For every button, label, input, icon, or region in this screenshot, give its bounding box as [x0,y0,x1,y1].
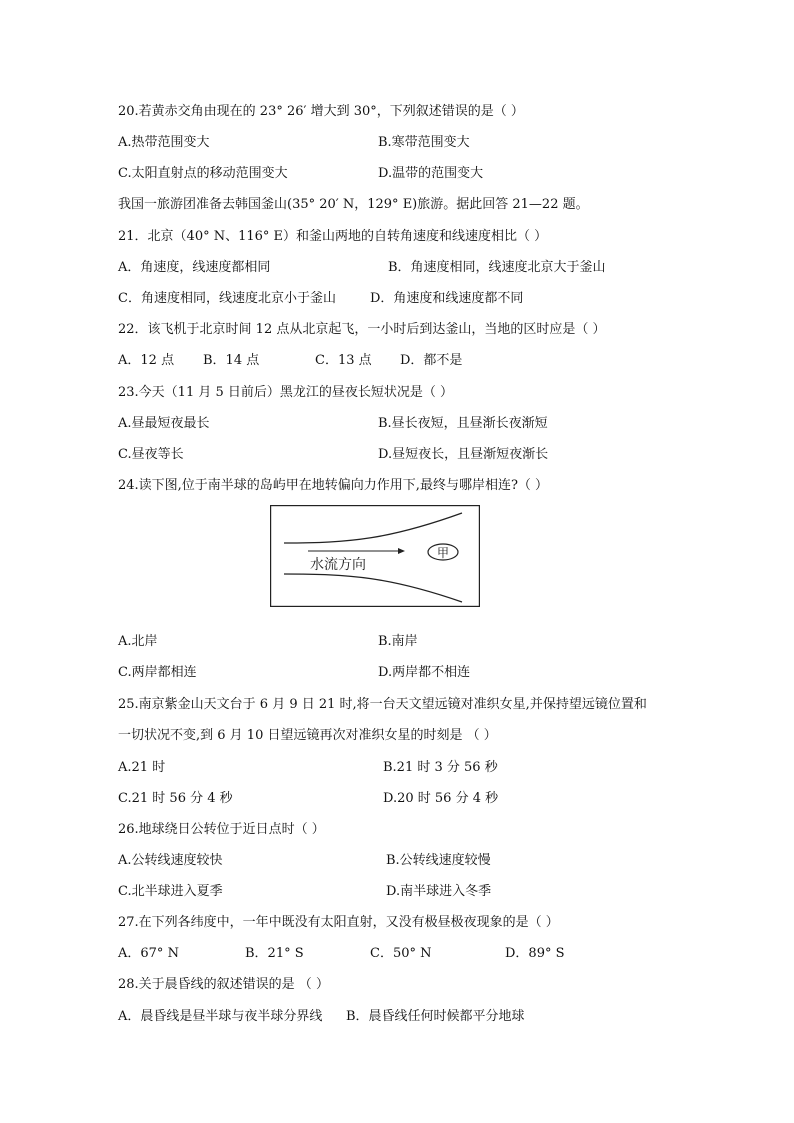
q20-stem: 20.若黄赤交角由现在的 23° 26′ 增大到 30°，下列叙述错误的是（ ） [118,104,524,119]
passage-21-22: 我国一旅游团准备去韩国釜山(35° 20′ N，129° E)旅游。据此回答 21—22 题。 [118,197,589,212]
q28-stem: 28.关于晨昏线的叙述错误的是 （ ） [118,977,329,992]
q25-stem-line1: 25.南京紫金山天文台于 6 月 9 日 21 时,将一台天文望远镜对准织女星,并保持望远镜位置和 [118,697,647,712]
q24-stem: 24.读下图,位于南半球的岛屿甲在地转偏向力作用下,最终与哪岸相连?（ ） [118,478,549,493]
flow-direction-label: 水流方向 [310,557,366,573]
q20-option-b: B.寒带范围变大 [378,135,470,150]
q23-stem: 23.今天（11 月 5 日前后）黑龙江的昼夜长短状况是（ ） [118,385,454,400]
q21-option-c: C．角速度相同，线速度北京小于釜山 [118,291,336,306]
q20-option-a: A.热带范围变大 [118,135,210,150]
q21-option-a: A．角速度，线速度都相同 [118,260,271,275]
q23-option-b: B.昼长夜短，且昼渐长夜渐短 [378,416,548,431]
q25-option-d: D.20 时 56 分 4 秒 [383,791,499,806]
river-island-diagram [270,505,480,607]
q27-option-c: C．50° N [370,946,432,961]
q21-stem: 21．北京（40° N、116° E）和釜山两地的自转角速度和线速度相比（ ） [118,229,548,244]
q27-stem: 27.在下列各纬度中，一年中既没有太阳直射，又没有极昼极夜现象的是（ ） [118,915,559,930]
q21-option-b: B．角速度相同，线速度北京大于釜山 [388,260,606,275]
q28-option-b: B．晨昏线任何时候都平分地球 [346,1009,525,1024]
q26-option-d: D.南半球进入冬季 [386,884,492,899]
q23-option-a: A.昼最短夜最长 [118,416,210,431]
q21-option-d: D．角速度和线速度都不同 [370,291,524,306]
q22-stem: 22．该飞机于北京时间 12 点从北京起飞，一小时后到达釜山，当地的区时应是（ ） [118,322,606,337]
q26-option-b: B.公转线速度较慢 [386,853,491,868]
q20-option-d: D.温带的范围变大 [378,166,484,181]
q27-option-b: B．21° S [245,946,304,961]
q26-option-c: C.北半球进入夏季 [118,884,223,899]
q23-option-c: C.昼夜等长 [118,447,184,462]
q22-option-b: B．14 点 [203,353,260,368]
q26-option-a: A.公转线速度较快 [118,853,223,868]
q24-option-a: A.北岸 [118,634,158,649]
q22-option-d: D．都不是 [400,353,463,368]
q24-option-c: C.两岸都相连 [118,665,197,680]
island-jia-label: 甲 [437,546,450,560]
q28-option-a: A．晨昏线是昼半球与夜半球分界线 [118,1009,323,1024]
q22-option-a: A．12 点 [118,353,175,368]
q26-stem: 26.地球绕日公转位于近日点时（ ） [118,822,325,837]
q27-option-a: A．67° N [118,946,179,961]
q24-option-b: B.南岸 [378,634,418,649]
q24-option-d: D.两岸都不相连 [378,665,471,680]
q27-option-d: D．89° S [505,946,565,961]
q25-option-c: C.21 时 56 分 4 秒 [118,791,233,806]
q25-option-a: A.21 时 [118,760,166,775]
q22-option-c: C．13 点 [315,353,372,368]
q25-stem-line2: 一切状况不变,到 6 月 10 日望远镜再次对准织女星的时刻是 （ ） [118,728,497,743]
q20-option-c: C.太阳直射点的移动范围变大 [118,166,288,181]
q25-option-b: B.21 时 3 分 56 秒 [383,760,498,775]
q23-option-d: D.昼短夜长，且昼渐短夜渐长 [378,447,549,462]
